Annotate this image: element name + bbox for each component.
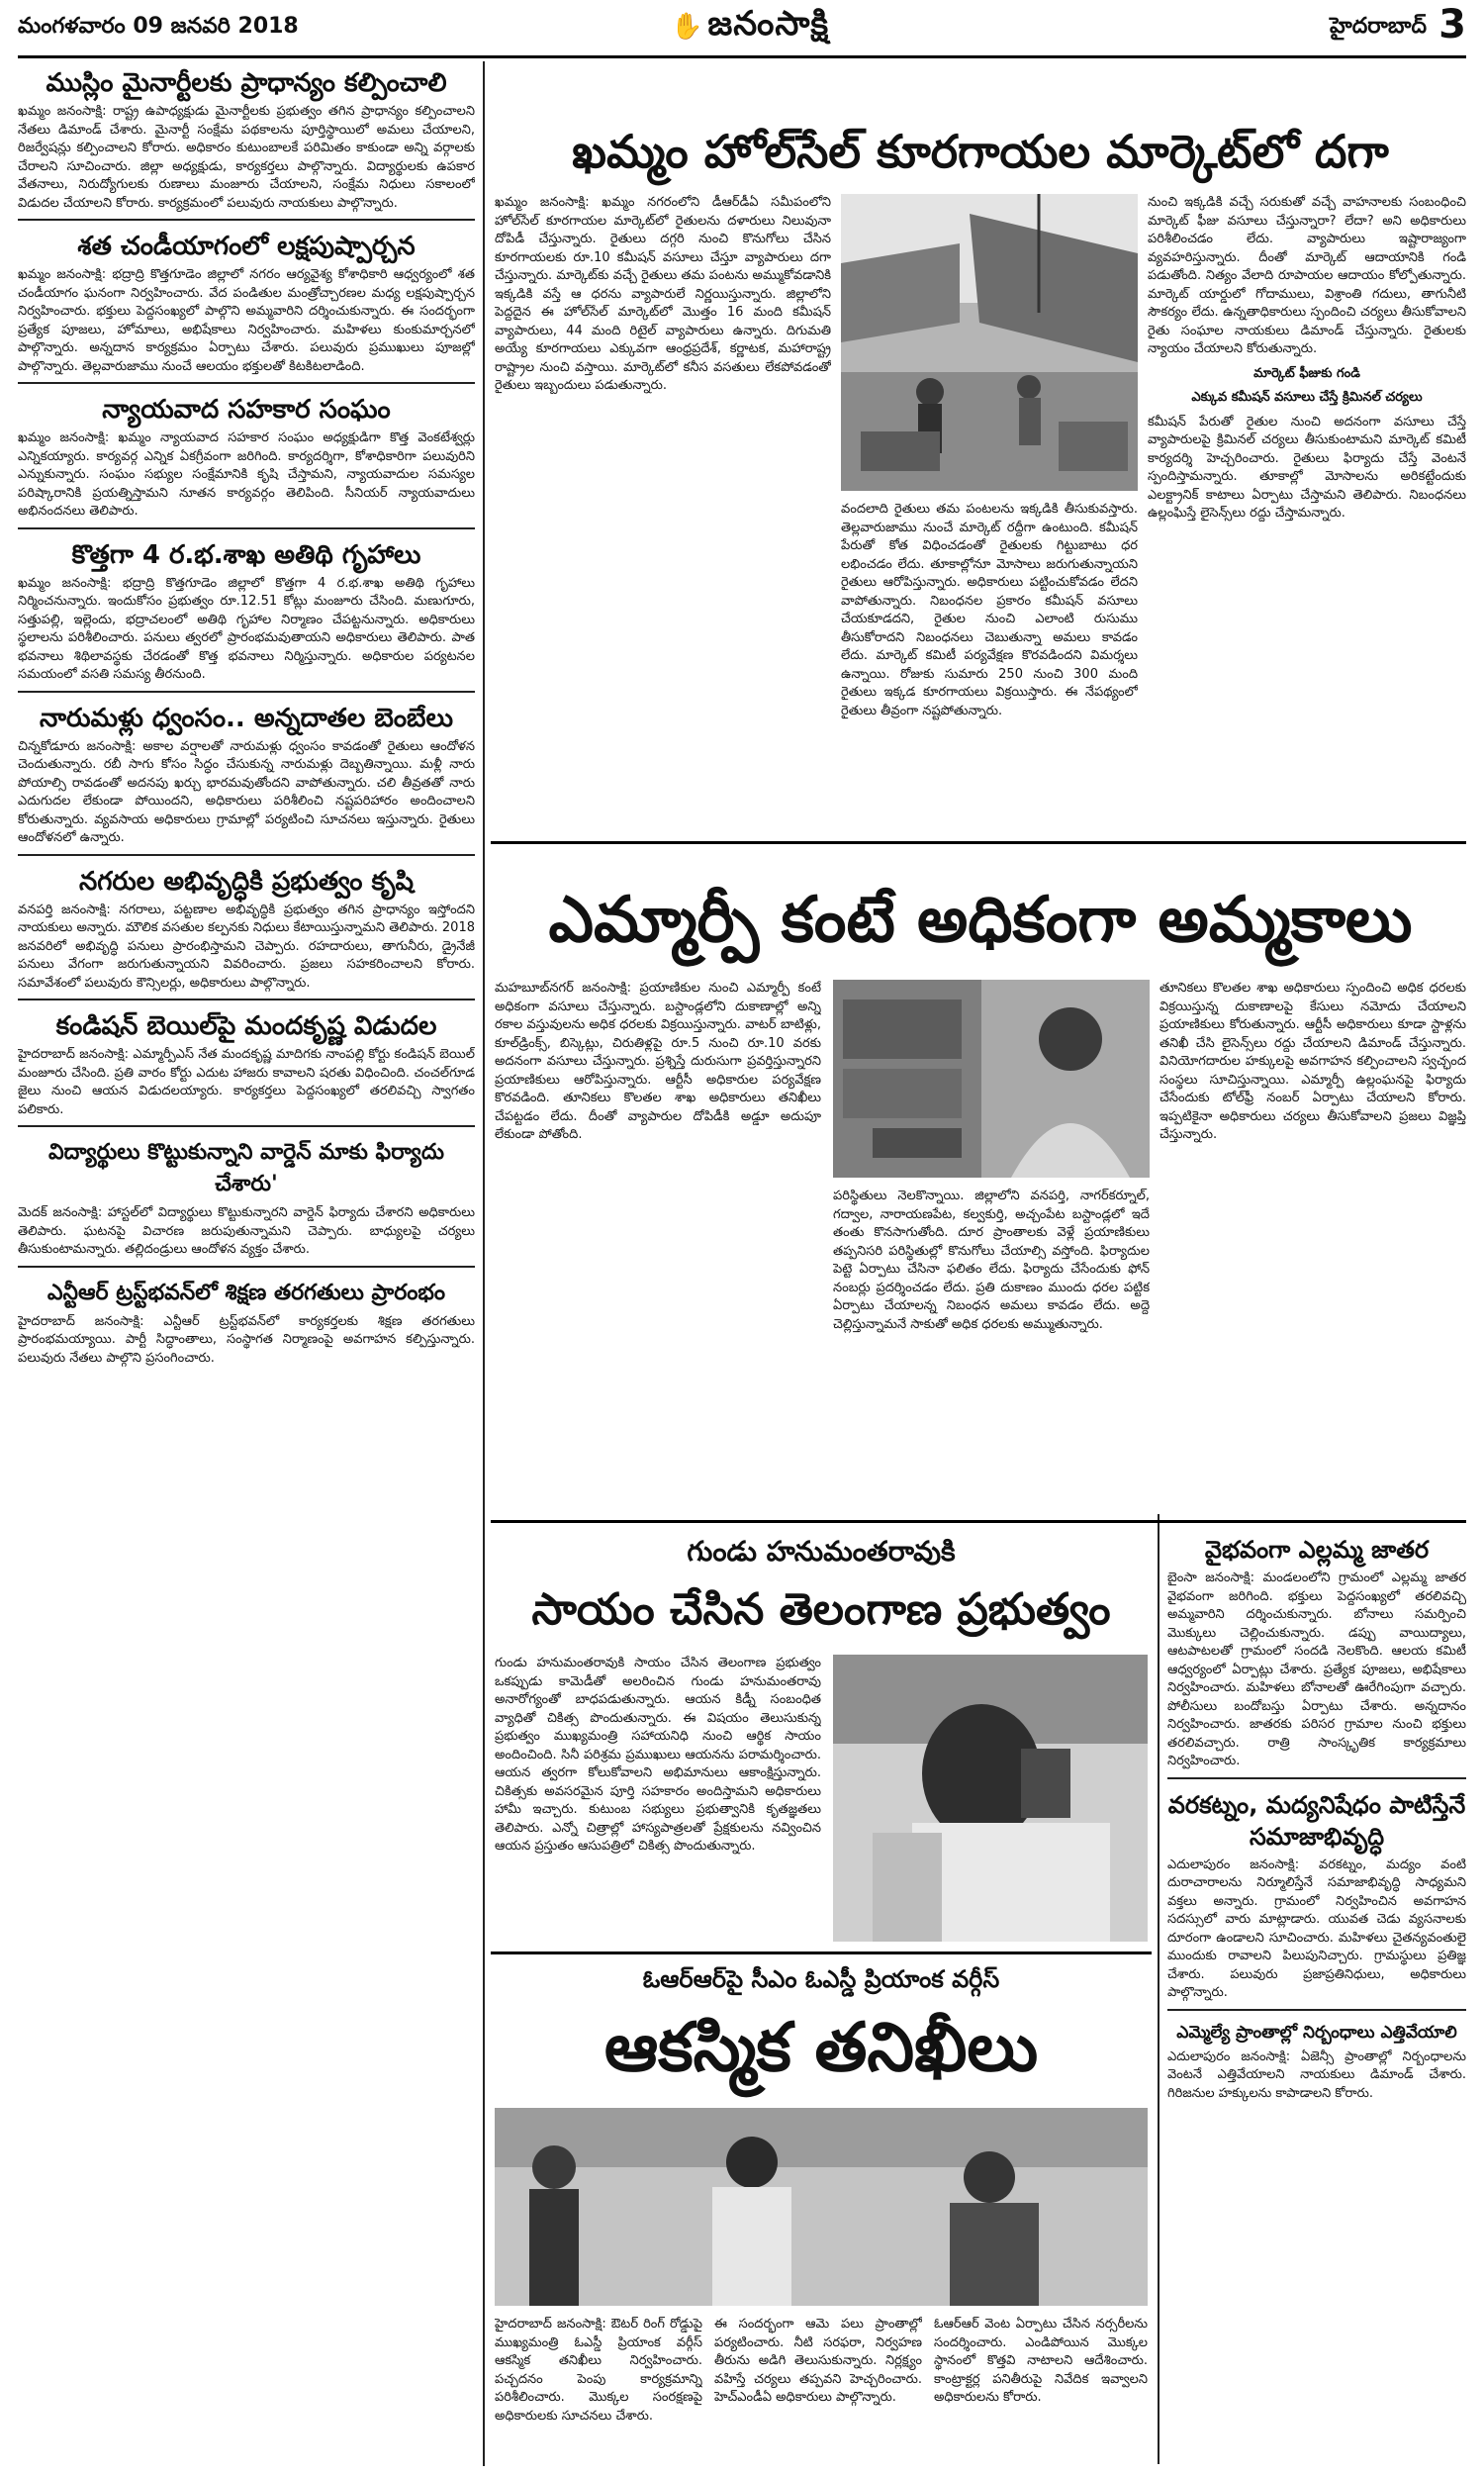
story1-text: వందలాది రైతులు తమ పంటలను ఇక్కడికి తీసుకువస్తారు. తెల్లవారుజాము నుంచే మార్కెట్ రద్దీగా ఉంటుంది. కమీషన్ పేరుతో కోత విధించడంతో రైతులకు గిట్టుబాటు ధర లభించడం లేదు. తూకాల్లోనూ మోసాలు జరుగుతున్నాయని రైతులు ఆరోపిస్తున్నారు. అధికారులు పట్టించుకోవడం లేదని వాపోతున్నారు. నిబంధనల ప్రకారం కమీషన్ వసూలు చేయకూడదని, రైతుల నుంచి ఎలాంటి రుసుము తీసుకోరాదని నిబంధనలు చెబుతున్నా అమలు కావడం లేదు. మార్కెట్ కమిటీ పర్యవేక్షణ కొరవడిందని విమర్శలు ఉన్నాయి. రోజుకు సుమారు 250 నుంచి 300 మంది రైతులు ఇక్కడ కూరగాయలు విక్రయిస్తారు. ఈ నేపథ్యంలో రైతులు తీవ్రంగా నష్టపోతున్నారు. bbox=[841, 502, 1138, 718]
hospital-photo-image bbox=[833, 1655, 1148, 1942]
market-photo-image bbox=[841, 194, 1138, 491]
article-headline: నగరుల అభివృద్ధికి ప్రభుత్వం కృషి bbox=[78, 866, 414, 897]
article bbox=[1167, 2021, 1466, 2110]
article-headline: ఎమ్మెల్యే ప్రాంతాల్లో నిర్బంధాలు ఎత్తివేయాలి bbox=[1176, 2022, 1457, 2043]
article-body: మెదక్ జనంసాక్షి: హాస్టల్‌లో విద్యార్థులు కొట్టుకున్నారని వార్డెన్ ఫిర్యాదు చేశారని అధికారులు తెలిపారు. ఘటనపై విచారణ జరుపుతున్నామని చెప్పారు. బాధ్యులపై చర్యలు తీసుకుంటామన్నారు. తల్లిదండ్రులు ఆందోళన వ్యక్తం చేశారు. bbox=[18, 1205, 475, 1257]
story4-text: ఓఆర్‌ఆర్ వెంట ఏర్పాటు చేసిన నర్సరీలను సందర్శించారు. ఎండిపోయిన మొక్కల స్థానంలో కొత్తవి నాటాలని ఆదేశించారు. కాంట్రాక్టర్ల పనితీరుపై నివేదిక ఇవ్వాలని అధికారులను కోరారు. bbox=[934, 2317, 1148, 2405]
article bbox=[18, 231, 475, 384]
story1-subhead: ఎక్కువ కమీషన్ వసూలు చేస్తే క్రిమినల్ చర్యలు bbox=[1191, 390, 1423, 405]
section-divider bbox=[491, 841, 1466, 844]
inspection-photo-image bbox=[495, 2108, 1148, 2306]
story1-column bbox=[1148, 194, 1466, 832]
masthead bbox=[18, 0, 1466, 58]
story4-text: ఈ సందర్భంగా ఆమె పలు ప్రాంతాల్లో పర్యటించారు. నీటి సరఫరా, నిర్వహణ తీరును అడిగి తెలుసుకున్నారు. నిర్లక్ష్యం వహిస్తే చర్యలు తప్పవని హెచ్చరించారు. హెచ్ఎండీఏ అధికారులు పాల్గొన్నారు. bbox=[714, 2317, 922, 2405]
story1-text: కమీషన్ పేరుతో రైతుల నుంచి అదనంగా వసూలు చేస్తే వ్యాపారులపై క్రిమినల్ చర్యలు తీసుకుంటామని మార్కెట్ కమిటీ కార్యదర్శి హెచ్చరించారు. రైతులు ఫిర్యాదు చేస్తే వెంటనే స్పందిస్తామన్నారు. తూకాల్లో మోసాలను అరికట్టేందుకు ఎలక్ట్రానిక్ కాటాలు ఏర్పాటు చేస్తామని తెలిపారు. నిబంధనలు ఉల్లంఘిస్తే లైసెన్స్‌లు రద్దు చేస్తామన్నారు. bbox=[1148, 414, 1466, 521]
story4-text: హైదరాబాద్ జనంసాక్షి: ఔటర్ రింగ్ రోడ్డుపై ముఖ్యమంత్రి ఓఎస్డీ ప్రియాంక వర్గీస్ ఆకస్మిక తనిఖీలు నిర్వహించారు. పచ్చదనం పెంపు కార్యక్రమాన్ని పరిశీలించారు. మొక్కల సంరక్షణపై అధికారులకు సూచనలు చేశారు. bbox=[495, 2317, 702, 2424]
article-headline: కండిషన్ బెయిల్‌పై మందకృష్ణ విడుదల bbox=[55, 1011, 437, 1041]
article-headline: వైభవంగా ఎల్లమ్మ జాతర bbox=[1204, 1536, 1430, 1564]
story2-column bbox=[1159, 980, 1466, 1514]
shop-photo bbox=[833, 980, 1150, 1178]
story1-text: నుంచి ఇక్కడికి వచ్చే సరుకుతో వచ్చే వాహనాలకు సంబంధించి మార్కెట్ ఫీజు వసూలు చేస్తున్నారా? లేదా? అని అధికారులు పరిశీలించడం లేదు. వ్యాపారులు ఇష్టారాజ్యంగా వ్యవహరిస్తున్నారు. దీంతో మార్కెట్ ఆదాయానికి గండి పడుతోంది. నిత్యం వేలాది రూపాయల ఆదాయం కోల్పోతున్నారు. మార్కెట్ యార్డులో గోదాములు, విశ్రాంతి గదులు, తాగునీటి సౌకర్యం లేదు. ఉన్నతాధికారులు స్పందించి చర్యలు తీసుకోవాలని రైతు సంఘాల నాయకులు డిమాండ్ చేస్తున్నారు. రైతులకు న్యాయం చేయాలని కోరుతున్నారు. bbox=[1148, 195, 1466, 356]
article-body: హైదరాబాద్ జనంసాక్షి: ఎన్టీఆర్ ట్రస్ట్‌భవన్‌లో కార్యకర్తలకు శిక్షణ తరగతులు ప్రారంభమయ్యాయి. పార్టీ సిద్ధాంతాలు, సంస్థాగత నిర్మాణంపై అవగాహన కల్పిస్తున్నారు. పలువురు నేతలు పాల్గొని ప్రసంగించారు. bbox=[18, 1313, 475, 1366]
story3-text: గుండు హనుమంతరావుకి సాయం చేసిన తెలంగాణ ప్రభుత్వం ఒకప్పుడు కామెడీతో అలరించిన గుండు హనుమంతరావు అనారోగ్యంతో బాధపడుతున్నారు. ఆయన కిడ్నీ సంబంధిత వ్యాధితో చికిత్స పొందుతున్నారు. ఈ విషయం తెలుసుకున్న ప్రభుత్వం ముఖ్యమంత్రి సహాయనిధి నుంచి ఆర్థిక సాయం అందించింది. సినీ పరిశ్రమ ప్రముఖులు ఆయనను పరామర్శించారు. ఆయన త్వరగా కోలుకోవాలని అభిమానులు ఆకాంక్షిస్తున్నారు. చికిత్సకు అవసరమైన పూర్తి సహకారం అందిస్తామని అధికారులు హామీ ఇచ్చారు. కుటుంబ సభ్యులు ప్రభుత్వానికి కృతజ్ఞతలు తెలిపారు. ఎన్నో చిత్రాల్లో హాస్యపాత్రలతో ప్రేక్షకులను నవ్వించిన ఆయన ప్రస్తుతం ఆసుపత్రిలో చికిత్స పొందుతున్నారు. bbox=[495, 1656, 821, 1854]
inspection-photo bbox=[495, 2108, 1148, 2306]
edition-city: హైదరాబాద్ bbox=[1330, 14, 1427, 39]
article-body: ఎదులాపురం జనంసాక్షి: ఏజెన్సీ ప్రాంతాల్లో నిర్బంధాలను వెంటనే ఎత్తివేయాలని నాయకులు డిమాండ్ చేశారు. గిరిజనుల హక్కులను కాపాడాలని కోరారు. bbox=[1167, 2048, 1466, 2101]
section-divider bbox=[491, 1951, 1152, 1954]
article bbox=[18, 539, 475, 693]
story1-column bbox=[841, 501, 1138, 832]
story3-kicker: గుండు హనుమంతరావుకి bbox=[687, 1535, 956, 1568]
article-body: హైదరాబాద్ జనంసాక్షి: ఎమ్మార్పీఎస్ నేత మందకృష్ణ మాదిగకు నాంపల్లి కోర్టు కండిషన్ బెయిల్ మంజూరు చేసింది. ప్రతి వారం కోర్టు ఎదుట హాజరు కావాలని షరతు విధించింది. చంచల్‌గూడ జైలు నుంచి ఆయన విడుదలయ్యారు. కార్యకర్తలు పెద్దసంఖ్యలో తరలివచ్చి స్వాగతం పలికారు. bbox=[18, 1047, 475, 1117]
issue-date: మంగళవారం 09 జనవరి 2018 bbox=[18, 14, 299, 39]
story4-kicker: ఓఆర్‌ఆర్‌పై సీఎం ఓఎస్డీ ప్రియాంక వర్గీస్ bbox=[642, 1965, 1000, 1993]
article-body: వనపర్తి జనంసాక్షి: నగరాలు, పట్టణాల అభివృద్ధికి ప్రభుత్వం తగిన ప్రాధాన్యం ఇస్తోందని నాయకులు అన్నారు. మౌలిక వసతుల కల్పనకు నిధులు కేటాయిస్తున్నామని తెలిపారు. 2018 జనవరిలో అభివృద్ధి పనులు ప్రారంభిస్తామని చెప్పారు. రహదారులు, తాగునీరు, డ్రైనేజీ పనులు వేగంగా జరుగుతున్నాయని వివరించారు. ప్రజలు సహకరించాలని కోరారు. సమావేశంలో పలువురు కౌన్సిలర్లు, అధికారులు పాల్గొన్నారు. bbox=[18, 902, 475, 991]
article bbox=[18, 1278, 475, 1375]
article-headline: కొత్తగా 4 ర.భ.శాఖ అతిథి గృహాలు bbox=[71, 539, 421, 570]
article bbox=[18, 1010, 475, 1127]
article-headline: వరకట్నం, మద్యనిషేధం పాటిస్తేనే సమాజాభివృద్ధి bbox=[1167, 1790, 1466, 1851]
article bbox=[1167, 1534, 1466, 1779]
story2-column bbox=[495, 980, 821, 1514]
article-headline: శత చండీయాగంలో లక్షపుష్పార్చన bbox=[77, 232, 416, 261]
story4-column bbox=[934, 2316, 1148, 2464]
left-column bbox=[18, 65, 475, 2465]
section-divider bbox=[491, 1520, 1466, 1523]
shop-photo-image bbox=[833, 980, 1150, 1178]
article-body: ఖమ్మం జనంసాక్షి: భద్రాద్రి కొత్తగూడెం జిల్లాలో కొత్తగా 4 ర.భ.శాఖ అతిథి గృహాలు నిర్మించనున్నారు. ఇందుకోసం ప్రభుత్వం రూ.12.51 కోట్లు మంజూరు చేసింది. మణుగూరు, సత్తుపల్లి, ఇల్లెందు, భద్రాచలంలో అతిథి గృహాల నిర్మాణం చేపట్టనున్నారు. అధికారులు స్థలాలను పరిశీలించారు. పనులు త్వరలో ప్రారంభమవుతాయని అధికారులు తెలిపారు. పాత భవనాలు శిథిలావస్థకు చేరడంతో కొత్త భవనాలు నిర్మిస్తున్నారు. అధికారుల పర్యటనల సమయంలో వసతి సమస్య తీరనుంది. bbox=[18, 575, 475, 682]
article-body: ఖమ్మం జనంసాక్షి: రాష్ట్ర ఉపాధ్యక్షుడు మైనార్టీలకు ప్రభుత్వం తగిన ప్రాధాన్యం కల్పించాలని నేతలు డిమాండ్ చేశారు. మైనార్టీ సంక్షేమ పథకాలను పూర్తిస్థాయిలో అమలు చేయాలని, రిజర్వేషన్లు కల్పించాలని కోరారు. అధికారం కుటుంబాలకే పరిమితం కాకుండా అన్ని వర్గాలకు చేరాలని సూచించారు. జిల్లా అధ్యక్షుడు, కార్యకర్తలు పాల్గొన్నారు. విద్యార్థులకు ఉపకార వేతనాలు, నిరుద్యోగులకు రుణాలు మంజూరు చేయాలని, సంక్షేమ నిధులు సకాలంలో విడుదల చేయాలని కోరారు. కార్యక్రమంలో పలువురు నాయకులు పాల్గొన్నారు. bbox=[18, 104, 475, 211]
article-body: చిన్నకోడూరు జనంసాక్షి: అకాల వర్షాలతో నారుమళ్లు ధ్వంసం కావడంతో రైతులు ఆందోళన చెందుతున్నారు. రబీ సాగు కోసం సిద్ధం చేసుకున్న నారుమళ్లు దెబ్బతిన్నాయి. మళ్లీ నారు పోయాల్సి రావడంతో అదనపు ఖర్చు భారమవుతోందని వాపోతున్నారు. చలి తీవ్రతతో నారు ఎదుగుదల లేకుండా పోయిందని, అధికారులు పరిశీలించి నష్టపరిహారం అందించాలని కోరుతున్నారు. వ్యవసాయ అధికారులు గ్రామాల్లో పర్యటించి సూచనలు ఇస్తున్నారు. రైతులు ఆందోళనలో ఉన్నారు. bbox=[18, 738, 475, 845]
story1-headline: ఖమ్మం హోల్‌సేల్ కూరగాయల మార్కెట్‌లో దగా bbox=[572, 125, 1389, 178]
story4-column bbox=[714, 2316, 922, 2464]
story2-text: తూనికలు కొలతల శాఖ అధికారులు స్పందించి అధిక ధరలకు విక్రయిస్తున్న దుకాణాలపై కేసులు నమోదు చేయాలని ప్రయాణికులు కోరుతున్నారు. ఆర్టీసీ అధికారులు కూడా స్టాళ్లను తనిఖీ చేసి లైసెన్స్‌లు రద్దు చేయాలని డిమాండ్ చేస్తున్నారు. వినియోగదారుల హక్కులపై అవగాహన కల్పించాలని స్వచ్ఛంద సంస్థలు సూచిస్తున్నాయి. ఎమ్మార్పీ ఉల్లంఘనపై ఫిర్యాదు చేసేందుకు టోల్‌ఫ్రీ నంబర్ ఏర్పాటు చేయాలని కోరారు. ఇప్పటికైనా అధికారులు చర్యలు తీసుకోవాలని ప్రజలు విజ్ఞప్తి చేస్తున్నారు. bbox=[1159, 981, 1466, 1142]
story2-text: మహబూబ్‌నగర్ జనంసాక్షి: ప్రయాణికుల నుంచి ఎమ్మార్పీ కంటే అధికంగా వసూలు చేస్తున్నారు. బస్టాండ్లలోని దుకాణాల్లో అన్ని రకాల వస్తువులను అధిక ధరలకు విక్రయిస్తున్నారు. వాటర్ బాటిళ్లు, కూల్‌డ్రింక్స్, బిస్కెట్లు, చిరుతిళ్లపై రూ.5 నుంచి రూ.10 వరకు అదనంగా వసూలు చేస్తున్నారు. ప్రశ్నిస్తే దురుసుగా ప్రవర్తిస్తున్నారని ప్రయాణికులు ఆరోపిస్తున్నారు. ఆర్టీసీ అధికారుల పర్యవేక్షణ కొరవడింది. తూనికలు కొలతల శాఖ అధికారులు తనిఖీలు చేపట్టడం లేదు. దీంతో వ్యాపారుల దోపిడీకి అడ్డూ అదుపూ లేకుండా పోతోంది. bbox=[495, 981, 821, 1142]
article bbox=[18, 866, 475, 1001]
article-headline: ముస్లిం మైనార్టీలకు ప్రాధాన్యం కల్పించాలి bbox=[46, 68, 447, 98]
article bbox=[18, 703, 475, 856]
logo-text: జనంసాక్షి bbox=[707, 4, 830, 44]
page-number: 3 bbox=[1438, 2, 1466, 48]
story2-text: పరిస్థితులు నెలకొన్నాయి. జిల్లాలోని వనపర్తి, నాగర్‌కర్నూల్, గద్వాల, నారాయణపేట, కల్వకుర్తి, అచ్చంపేట బస్టాండ్లలో ఇదే తంతు కొనసాగుతోంది. దూర ప్రాంతాలకు వెళ్లే ప్రయాణికులు తప్పనిసరి పరిస్థితుల్లో కొనుగోలు చేయాల్సి వస్తోంది. ఫిర్యాదుల పెట్టె ఏర్పాటు చేసినా ఫలితం లేదు. ఫిర్యాదు చేసేందుకు ఫోన్ నంబర్లు ప్రదర్శించడం లేదు. ప్రతి దుకాణం ముందు ధరల పట్టిక ఏర్పాటు చేయాలన్న నిబంధన అమలు కావడం లేదు. అద్దె చెల్లిస్తున్నామనే సాకుతో అధిక ధరలకు అమ్ముతున్నారు. bbox=[833, 1189, 1150, 1332]
article-headline: ఎన్టీఆర్ ట్రస్ట్‌భవన్‌లో శిక్షణ తరగతులు ప్రారంభం bbox=[46, 1280, 446, 1305]
article bbox=[1167, 1789, 1466, 2011]
article-body: ఖమ్మం జనంసాక్షి: ఖమ్మం న్యాయవాద సహకార సంఘం అధ్యక్షుడిగా కొత్త వెంకటేశ్వర్లు ఎన్నికయ్యారు. కార్యవర్గ ఎన్నిక ఏకగ్రీవంగా జరిగింది. కార్యదర్శిగా, కోశాధికారిగా పలువురిని ఎన్నుకున్నారు. సంఘం సభ్యుల సంక్షేమానికి కృషి చేస్తామని, న్యాయవాదుల సమస్యల పరిష్కారానికి ప్రయత్నిస్తామని నూతన కార్యవర్గం తెలిపింది. సీనియర్ న్యాయవాదులు అభినందనలు తెలిపారు. bbox=[18, 430, 475, 519]
story4-headline: ఆకస్మిక తనిఖీలు bbox=[603, 2009, 1039, 2087]
article-body: ఖమ్మం జనంసాక్షి: భద్రాద్రి కొత్తగూడెం జిల్లాలో నగరం ఆర్యవైశ్య కోశాధికారి ఆధ్వర్యంలో శత చండీయాగం ఘనంగా నిర్వహించారు. వేద పండితుల మంత్రోచ్చారణల మధ్య లక్షపుష్పార్చన నిర్వహించారు. భక్తులు పెద్దసంఖ్యలో పాల్గొని అమ్మవారిని దర్శించుకున్నారు. ఈ సందర్భంగా ప్రత్యేక పూజలు, హోమాలు, అభిషేకాలు నిర్వహించారు. మహిళలు కుంకుమార్చనలో పాల్గొన్నారు. అన్నదాన కార్యక్రమం ఏర్పాటు చేశారు. పలువురు ప్రముఖులు పూజల్లో పాల్గొన్నారు. తెల్లవారుజాము నుంచే ఆలయం భక్తులతో కిటకిటలాడింది. bbox=[18, 267, 475, 374]
column-divider bbox=[1158, 1514, 1159, 2464]
article-headline: విద్యార్థులు కొట్టుకున్నాని వార్డెన్ మాకు ఫిర్యాదు చేశారు' bbox=[47, 1140, 445, 1196]
article bbox=[18, 67, 475, 221]
story1-subhead: మార్కెట్ ఫీజుకు గండి bbox=[1253, 365, 1360, 381]
hospital-photo bbox=[833, 1655, 1148, 1942]
article bbox=[18, 394, 475, 529]
story3-headline: సాయం చేసిన తెలంగాణ ప్రభుత్వం bbox=[531, 1584, 1111, 1635]
article-body: ఎదులాపురం జనంసాక్షి: వరకట్నం, మద్యం వంటి దురాచారాలను నిర్మూలిస్తేనే సమాజాభివృద్ధి సాధ్యమని వక్తలు అన్నారు. గ్రామంలో నిర్వహించిన అవగాహన సదస్సులో వారు మాట్లాడారు. యువత చెడు వ్యసనాలకు దూరంగా ఉండాలని సూచించారు. మహిళలు చైతన్యవంతులై ముందుకు రావాలని పిలుపునిచ్చారు. గ్రామస్థులు ప్రతిజ్ఞ చేశారు. పలువురు ప్రజాప్రతినిధులు, అధికారులు పాల్గొన్నారు. bbox=[1167, 1856, 1466, 2000]
column-divider bbox=[483, 61, 485, 2466]
story2-headline: ఎమ్మార్పీ కంటే అధికంగా అమ్మకాలు bbox=[548, 884, 1413, 957]
story4-column bbox=[495, 2316, 702, 2464]
story1-column bbox=[495, 194, 831, 832]
article-body: బైంసా జనంసాక్షి: మండలంలోని గ్రామంలో ఎల్లమ్మ జాతర వైభవంగా జరిగింది. భక్తులు పెద్దసంఖ్యలో తరలివచ్చి అమ్మవారిని దర్శించుకున్నారు. బోనాలు సమర్పించి మొక్కులు చెల్లించుకున్నారు. డప్పు వాయిద్యాలు, ఆటపాటలతో గ్రామంలో సందడి నెలకొంది. ఆలయ కమిటీ ఆధ్వర్యంలో ఏర్పాట్లు చేశారు. ప్రత్యేక పూజలు, అభిషేకాలు నిర్వహించారు. మహిళలు బోనాలతో ఊరేగింపుగా వచ్చారు. పోలీసులు బందోబస్తు ఏర్పాటు చేశారు. అన్నదానం నిర్వహించారు. జాతరకు పరిసర గ్రామాల నుంచి భక్తులు తరలివచ్చారు. రాత్రి సాంస్కృతిక కార్యక్రమాలు నిర్వహించారు. bbox=[1167, 1571, 1466, 1768]
story1-text: ఖమ్మం జనంసాక్షి: ఖమ్మం నగరంలోని డీఆర్‌డీఏ సమీపంలోని హోల్‌సేల్ కూరగాయల మార్కెట్‌లో రైతులను దళారులు నిలువునా దోపిడీ చేస్తున్నారు. రైతులు దగ్గరి నుంచి కొనుగోలు చేసిన కూరగాయలకు రూ.10 కమీషన్ వసూలు చేస్తూ వ్యాపారులు దగా చేస్తున్నారు. మార్కెట్‌కు వచ్చే రైతులు తమ పంటను అమ్ముకోవడానికి ఇక్కడికి వస్తే ఆ ధరను వ్యాపారులే నిర్ణయిస్తున్నారు. జిల్లాలోని పెద్దదైన ఈ హోల్‌సేల్ మార్కెట్‌లో మొత్తం 16 మంది కమీషన్ వ్యాపారులు, 44 మంది రిటైల్ వ్యాపారులు ఉన్నారు. దిగుమతి అయ్యే కూరగాయలు ఎక్కువగా ఆంధ్రప్రదేశ్, కర్ణాటక, మహారాష్ట్ర రాష్ట్రాల నుంచి వస్తాయి. మార్కెట్‌లో కనీస వసతులు లేకపోవడంతో రైతులు ఇబ్బందులు పడుతున్నారు. bbox=[495, 195, 831, 393]
article bbox=[18, 1137, 475, 1268]
logo-icon: ✋ bbox=[671, 12, 704, 42]
story2-column bbox=[833, 1188, 1150, 1514]
newspaper-logo bbox=[671, 4, 829, 51]
article-headline: నారుమళ్లు ధ్వంసం.. అన్నదాతల బెంబేలు bbox=[40, 703, 453, 733]
right-column bbox=[1167, 1532, 1466, 2464]
market-photo bbox=[841, 194, 1138, 491]
article-headline: న్యాయవాద సహకార సంఘం bbox=[102, 395, 391, 425]
